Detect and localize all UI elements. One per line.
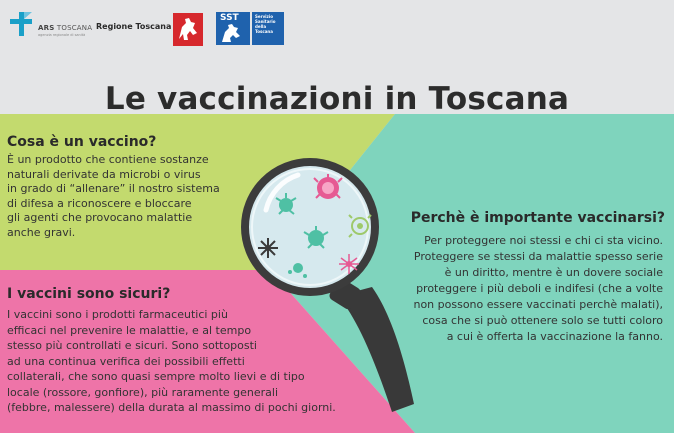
ars-subtitle: agenzia regionale di sanità	[38, 33, 86, 37]
what-is-vaccine-text	[7, 153, 257, 240]
sst-line: Servizio	[255, 14, 273, 19]
text-line: naturali derivate da microbi o virus	[7, 167, 201, 181]
text-line: a cui è offerta la vaccinazione la fanno.	[446, 330, 663, 343]
text-line: Proteggere se stessi da malattie spesso serie	[413, 250, 663, 263]
text-line: È un prodotto che contiene sostanze	[7, 153, 209, 166]
text-line: Per proteggere noi stessi e chi ci sta vicino.	[424, 234, 663, 247]
page-title: Le vaccinazioni in Toscana	[104, 80, 570, 117]
why-vaccinate-text	[383, 233, 663, 345]
text-line: di difesa a riconoscere e bloccare	[7, 196, 192, 210]
text-line: efficaci nel prevenire le malattie, e al tempo	[7, 323, 252, 337]
ars-brand: ARS	[38, 24, 55, 32]
text-line: anche gravi.	[7, 225, 76, 239]
sst-logo-text: SST	[220, 13, 239, 23]
text-line: gli agenti che provocano malattie	[7, 211, 193, 224]
ars-name: TOSCANA	[56, 24, 93, 32]
text-line: I vaccini sono i prodotti farmaceutici più	[7, 308, 228, 321]
text-line: locale (rossore, gonfiore), più raramente generali	[7, 385, 279, 399]
text-line: è un diritto, mentre è un dovere sociale	[444, 266, 663, 279]
sst-logo-icon	[216, 12, 250, 45]
what-is-vaccine-heading: Cosa è un vaccino?	[7, 134, 157, 150]
header	[0, 0, 674, 52]
text-line: (febbre, malessere) della durata al massimo di pochi giorni.	[7, 401, 336, 414]
sst-line: Toscana	[255, 29, 273, 34]
text-line: non possono essere vaccinati perchè malati),	[413, 298, 663, 311]
vaccines-safe-text	[7, 307, 379, 416]
text-line: ad una continua verifica dei possibili effetti	[7, 354, 245, 368]
why-vaccinate-heading: Perchè è importante vaccinarsi?	[410, 210, 665, 226]
vaccines-safe-heading: I vaccini sono sicuri?	[7, 286, 171, 302]
sst-line: Sanitario	[255, 19, 276, 24]
sst-label-box	[252, 12, 284, 45]
microbe-icon	[258, 238, 278, 258]
regione-toscana-logo-icon	[173, 13, 203, 46]
ars-logo-text	[38, 24, 92, 32]
text-line: collaterali, che sono quasi sempre molto lievi e di tipo	[7, 370, 305, 383]
text-line: proteggere i più deboli e indifesi (che a volte	[416, 282, 663, 295]
text-line: stesso più controllati e sicuri. Sono sottoposti	[7, 339, 257, 352]
text-line: cosa che si può ottenere solo se tutti coloro	[422, 314, 663, 327]
text-line: in grado di “allenare” il nostro sistema	[7, 182, 220, 195]
ars-logo-icon	[8, 10, 34, 38]
regione-toscana-label: Regione Toscana	[96, 22, 172, 31]
sst-line: della	[255, 24, 267, 29]
